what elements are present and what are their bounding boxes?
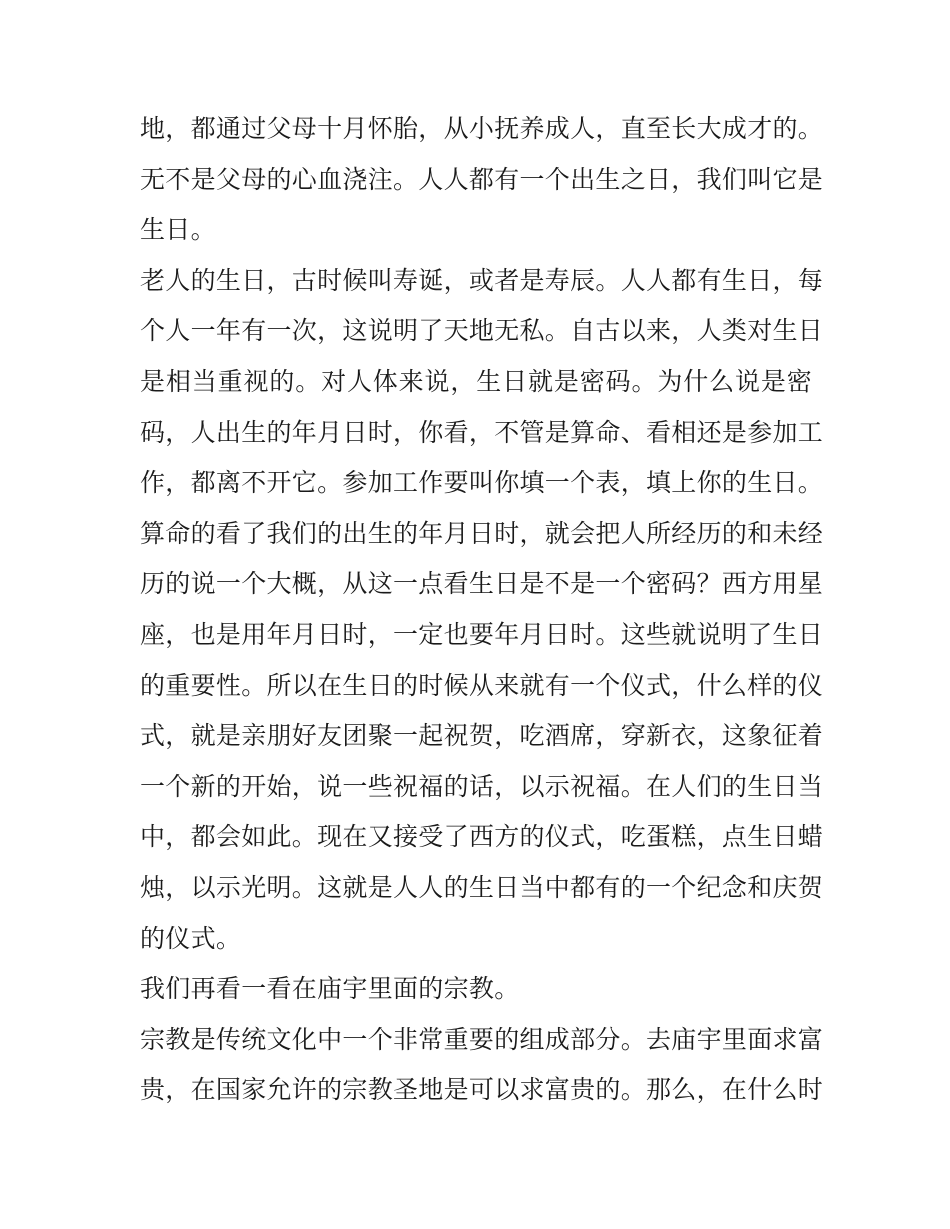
document-body <box>140 104 824 1116</box>
text-line: 式，就是亲朋好友团聚一起祝贺，吃酒席，穿新衣，这象征着 <box>140 721 824 751</box>
text-line: 我们再看一看在庙宇里面的宗教。 <box>140 974 520 1004</box>
text-line: 中，都会如此。现在又接受了西方的仪式，吃蛋糕，点生日蜡 <box>140 822 824 852</box>
paragraph-4 <box>140 1015 824 1116</box>
paragraph-3 <box>140 964 812 1015</box>
text-line: 码，人出生的年月日时，你看，不管是算命、看相还是参加工 <box>140 417 824 447</box>
text-line: 无不是父母的心血浇注。人人都有一个出生之日，我们叫它是 <box>140 164 824 194</box>
text-line: 个人一年有一次，这说明了天地无私。自古以来，人类对生日 <box>140 316 824 346</box>
text-line: 的重要性。所以在生日的时候从来就有一个仪式，什么样的仪 <box>140 670 824 700</box>
text-line: 生日。 <box>140 215 216 245</box>
text-line: 算命的看了我们的出生的年月日时，就会把人所经历的和未经 <box>140 518 824 548</box>
text-line: 老人的生日，古时候叫寿诞，或者是寿辰。人人都有生日，每 <box>140 265 824 295</box>
text-line: 贵，在国家允许的宗教圣地是可以求富贵的。那么，在什么时 <box>140 1075 824 1105</box>
paragraph-1 <box>140 104 824 256</box>
text-line: 地，都通过父母十月怀胎，从小抚养成人，直至长大成才的。 <box>140 114 824 143</box>
text-line: 宗教是传统文化中一个非常重要的组成部分。去庙宇里面求富 <box>140 1024 824 1054</box>
paragraph-2 <box>140 256 824 964</box>
text-line: 历的说一个大概，从这一点看生日是不是一个密码？西方用星 <box>140 569 824 599</box>
text-line: 烛，以示光明。这就是人人的生日当中都有的一个纪念和庆贺 <box>140 872 824 902</box>
text-line: 作，都离不开它。参加工作要叫你填一个表，填上你的生日。 <box>140 468 824 498</box>
text-line: 的仪式。 <box>140 923 242 953</box>
text-line: 一个新的开始，说一些祝福的话，以示祝福。在人们的生日当 <box>140 771 824 801</box>
text-line: 是相当重视的。对人体来说，生日就是密码。为什么说是密 <box>140 366 812 396</box>
text-line: 座，也是用年月日时，一定也要年月日时。这些就说明了生日 <box>140 619 824 649</box>
